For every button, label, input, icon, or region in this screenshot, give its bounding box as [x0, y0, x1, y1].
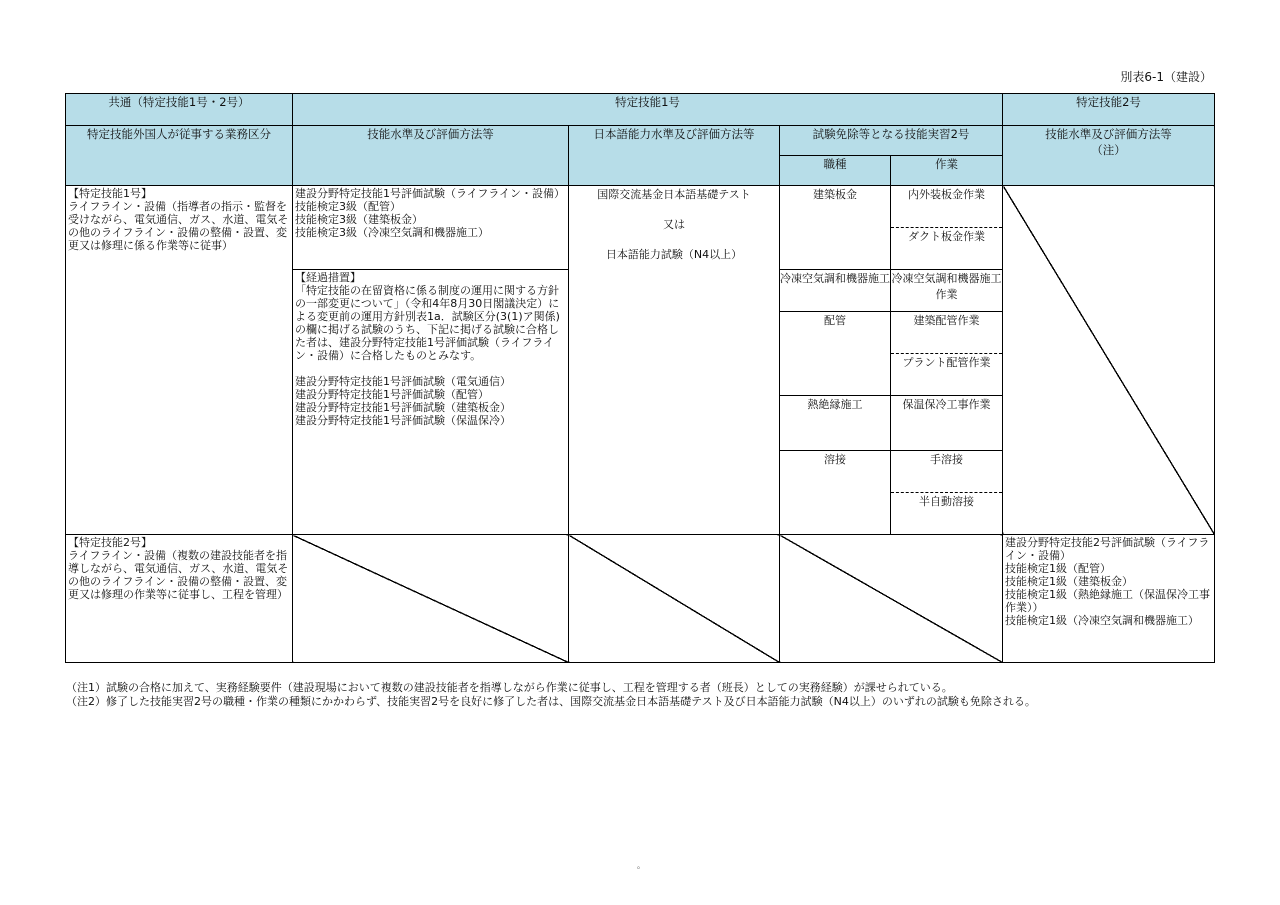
- japanese-test-jft: 国際交流基金日本語基礎テスト: [597, 188, 751, 201]
- business-tokutei2-body: ライフライン・設備（複数の建設技能者を指導しながら、電気通信、ガス、水道、電気その他のライフライン・設備の整備・設置、変更又は修理の作業等に従事し、工程を管理）: [68, 549, 289, 601]
- empty-diagonal-cell: [780, 535, 1003, 663]
- transitional-body: 「特定技能の在留資格に係る制度の運用に関する方針の一部変更について」（令和4年8月30日閣議決定）による変更前の運用方針別表1a．試験区分(3(1)ア関係)の欄に掲げる試験のうち、下記に掲げる試験に合格した者は、建設分野特定技能1号評価試験（ライフライン・設備）に合格したものとみなす。: [295, 284, 560, 362]
- skill-tokutei2: [1003, 535, 1215, 663]
- header-skill-eval2-label: 技能水準及び評価方法等: [1045, 127, 1172, 141]
- sagyo-item: 建築配管作業: [891, 312, 1003, 354]
- header-skill-eval2: [1003, 126, 1215, 186]
- header-shokushu: 職種: [780, 156, 891, 186]
- header-skill-eval: 技能水準及び評価方法等: [293, 126, 569, 186]
- skill-transitional: [293, 270, 569, 535]
- job-haikan: 配管: [780, 312, 891, 396]
- business-tokutei2: [66, 535, 293, 663]
- skill-exam-item: 技能検定3級（冷凍空気調和機器施工）: [295, 226, 489, 239]
- header-common: 共通（特定技能1号・2号）: [66, 94, 293, 126]
- sagyo-item: ダクト板金作業: [891, 228, 1003, 270]
- footnote-1: （注1）試験の合格に加えて、実務経験要件（建設現場において複数の建設技能者を指導しながら作業に従事し、工程を管理する者（班長）としての実務経験）が課せられている。: [66, 681, 953, 694]
- header-japanese-eval: 日本語能力水準及び評価方法等: [569, 126, 780, 186]
- transitional-exam-item: 建設分野特定技能1号評価試験（配管）: [295, 388, 489, 401]
- skill2-item: 技能検定1級（冷凍空気調和機器施工）: [1005, 614, 1200, 627]
- business-tokutei2-title: 【特定技能2号】: [68, 536, 152, 549]
- empty-diagonal-cell: [569, 535, 780, 663]
- footnotes: [66, 681, 1036, 709]
- page-label: 別表6-1（建設）: [1120, 70, 1212, 84]
- skill2-item: 技能検定1級（配管）: [1005, 562, 1112, 575]
- job-reito: 冷凍空気調和機器施工: [780, 270, 891, 312]
- business-tokutei1: [66, 186, 293, 535]
- job-yosetsu: 溶接: [780, 451, 891, 535]
- skill-tokutei1-exams: [293, 186, 569, 270]
- skills-table: [65, 93, 1215, 663]
- header-tokutei2: 特定技能2号: [1003, 94, 1215, 126]
- header-exemption: 試験免除等となる技能実習2号: [780, 126, 1003, 156]
- japanese-test-jlpt: 日本語能力試験（N4以上）: [605, 248, 743, 261]
- sagyo-item: 手溶接: [891, 451, 1003, 493]
- empty-diagonal-cell: [1003, 186, 1215, 535]
- header-tokutei1: 特定技能1号: [293, 94, 1003, 126]
- business-tokutei1-body: ライフライン・設備（指導者の指示・監督を受けながら、電気通信、ガス、水道、電気その他のライフライン・設備の整備・設置、変更又は修理に係る作業等に従事）: [68, 200, 289, 252]
- skill-exam-item: 技能検定3級（建築板金）: [295, 213, 423, 226]
- job-kenchiku-bankin: 建築板金: [780, 186, 891, 270]
- sagyo-item: 保温保冷工事作業: [891, 396, 1003, 451]
- footnote-2: （注2）修了した技能実習2号の職種・作業の種類にかかわらず、技能実習2号を良好に修了した者は、国際交流基金日本語基礎テスト及び日本語能力試験（N4以上）のいずれの試験も免除される。: [66, 695, 1036, 708]
- sagyo-item: 冷凍空気調和機器施工作業: [891, 270, 1003, 312]
- sagyo-item: 内外装板金作業: [891, 186, 1003, 228]
- transitional-exam-item: 建設分野特定技能1号評価試験（保温保冷）: [295, 414, 511, 427]
- header-business: 特定技能外国人が従事する業務区分: [66, 126, 293, 186]
- skill2-item: 建設分野特定技能2号評価試験（ライフライン・設備）: [1005, 536, 1210, 562]
- job-netsu-zetsuen: 熱絶縁施工: [780, 396, 891, 451]
- footer-mark: 。: [637, 861, 645, 870]
- empty-diagonal-cell: [293, 535, 569, 663]
- skill2-item: 技能検定1級（熱絶縁施工（保温保冷工事作業））: [1005, 588, 1211, 614]
- sagyo-item: 半自動溶接: [891, 493, 1003, 535]
- transitional-exam-item: 建設分野特定技能1号評価試験（建築板金）: [295, 401, 511, 414]
- japanese-or: 又は: [663, 218, 685, 231]
- skill2-item: 技能検定1級（建築板金）: [1005, 575, 1134, 588]
- business-tokutei1-title: 【特定技能1号】: [68, 187, 152, 200]
- sagyo-item: プラント配管作業: [891, 354, 1003, 396]
- transitional-exam-item: 建設分野特定技能1号評価試験（電気通信）: [295, 375, 511, 388]
- skill-exam-item: 技能検定3級（配管）: [295, 200, 401, 213]
- header-sagyo: 作業: [891, 156, 1003, 186]
- transitional-title: 【経過措置】: [295, 271, 361, 284]
- header-note-ref: （注）: [1091, 143, 1126, 157]
- japanese-requirement: [569, 186, 780, 535]
- skill-exam-item: 建設分野特定技能1号評価試験（ライフライン・設備）: [295, 187, 566, 200]
